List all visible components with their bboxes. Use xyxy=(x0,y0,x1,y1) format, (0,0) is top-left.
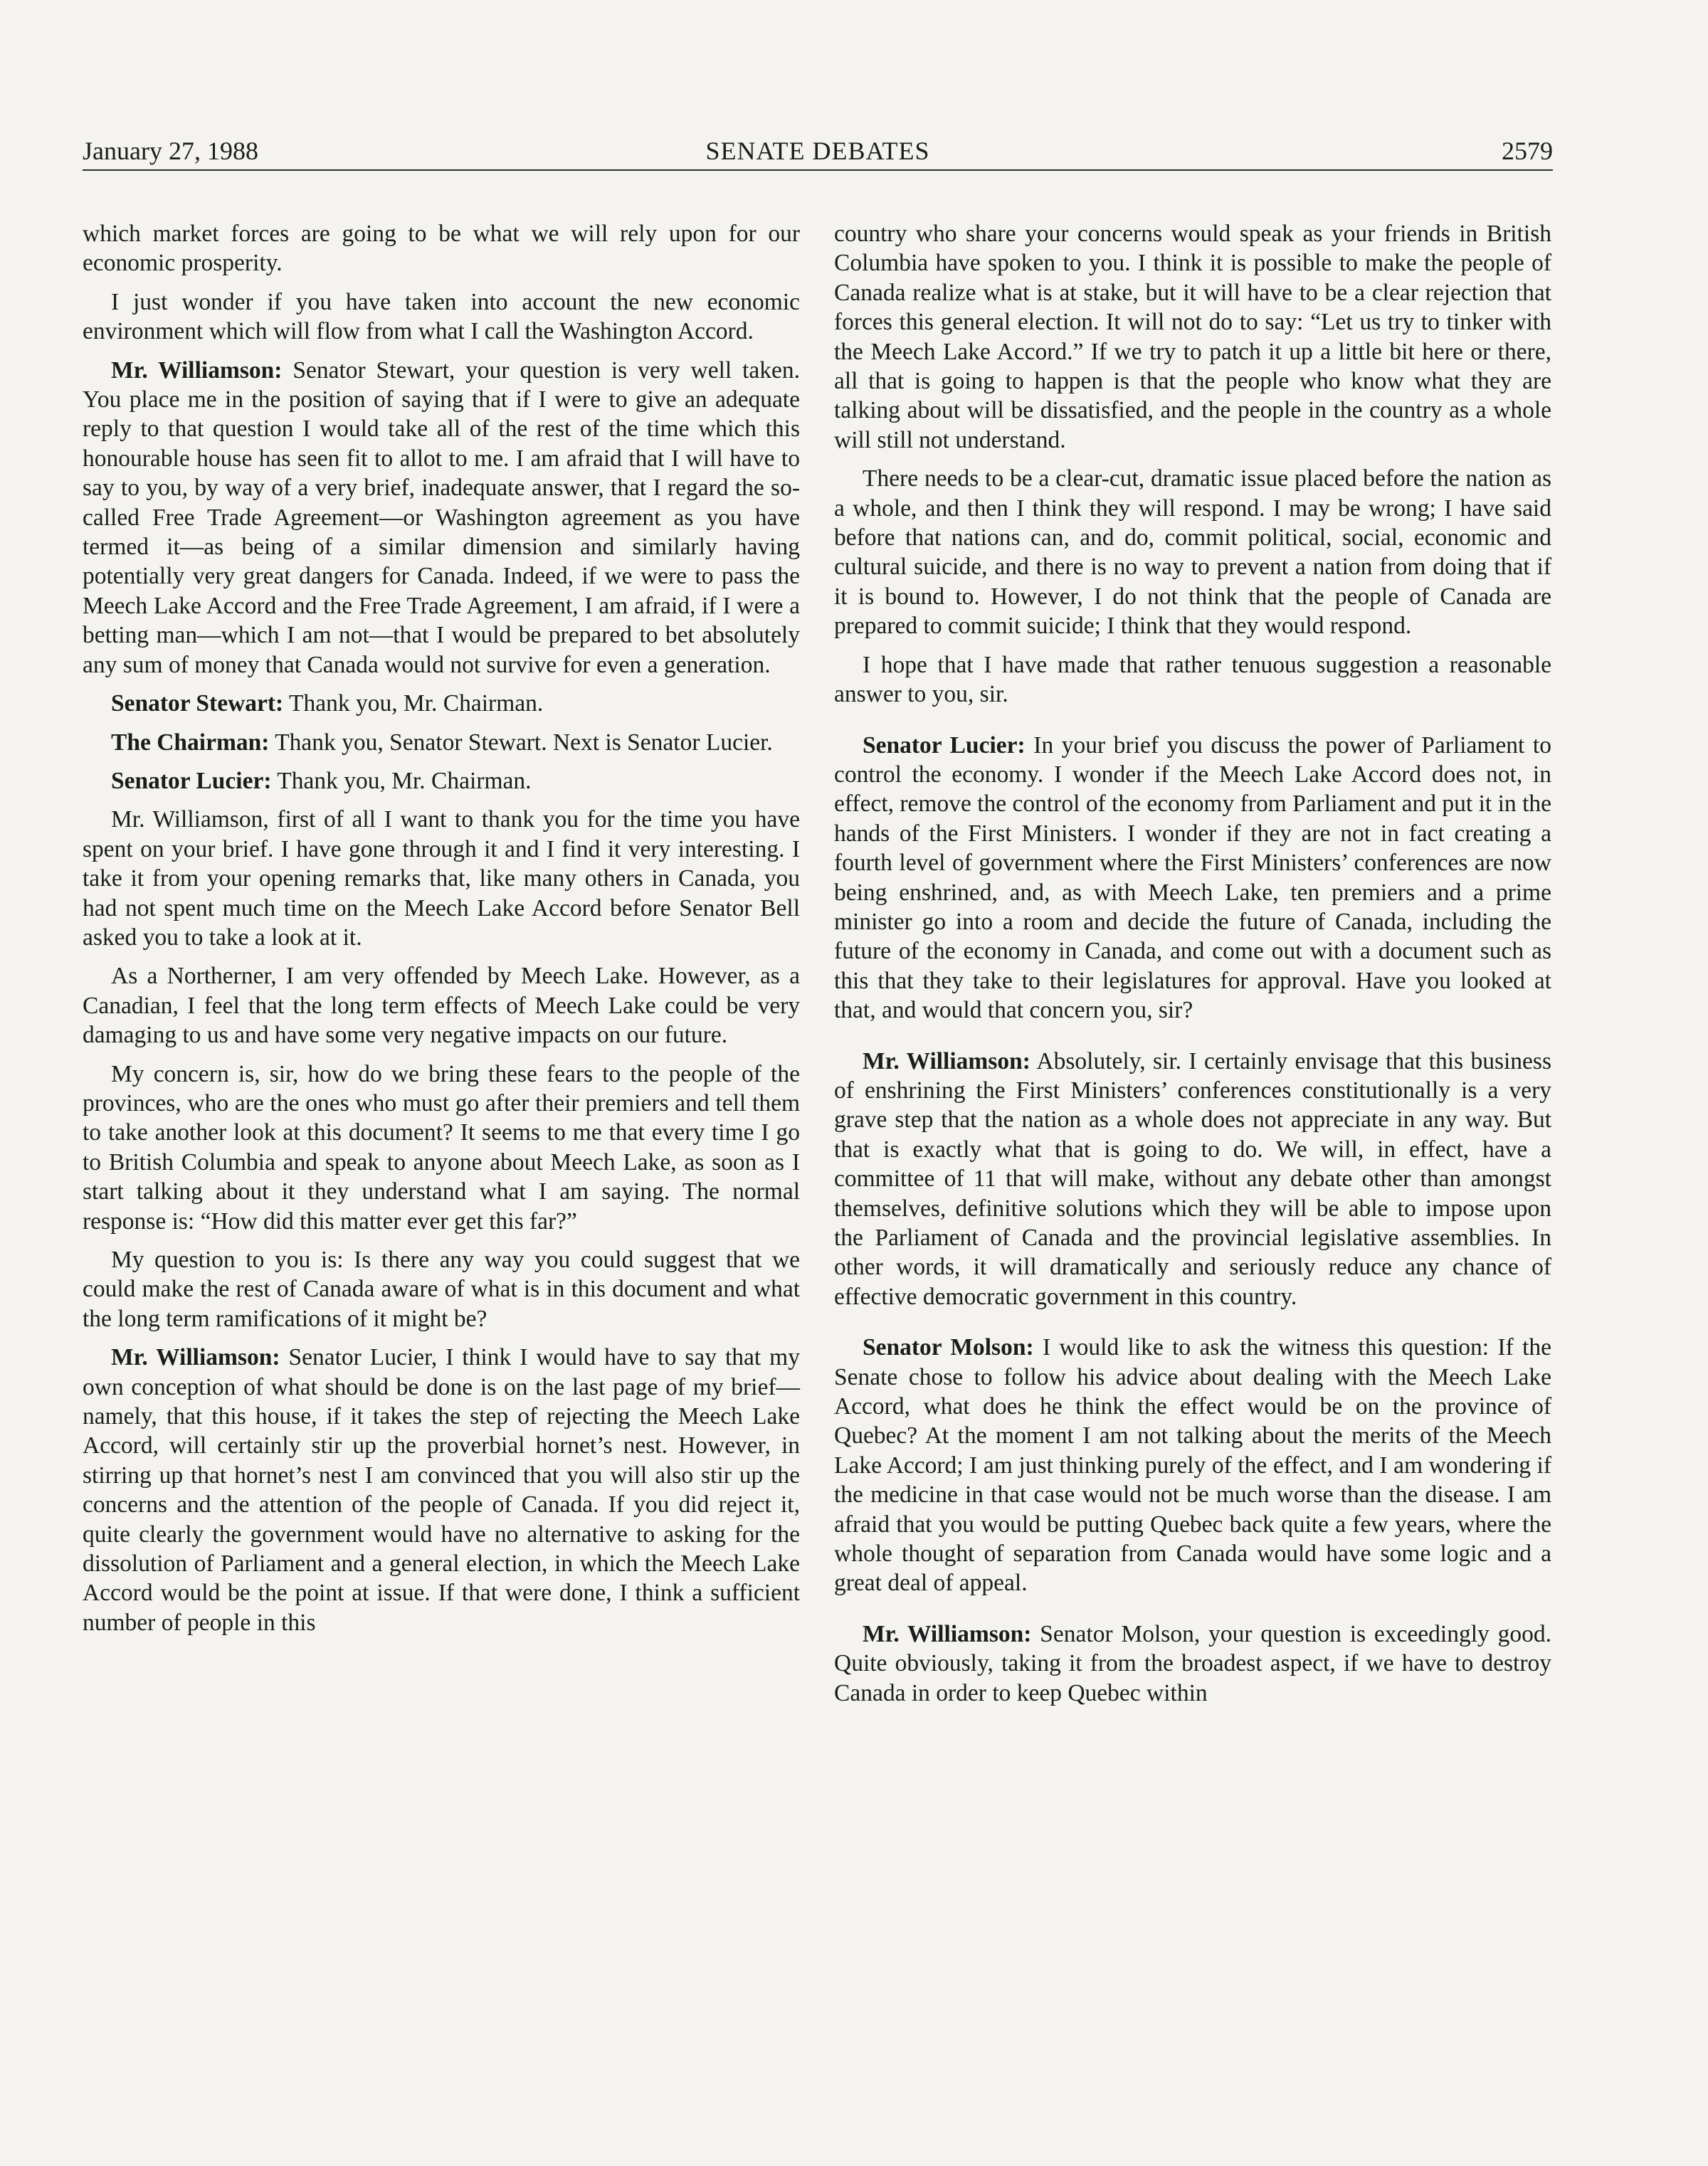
paragraph: Senator Lucier: In your brief you discuss the power of Parliament to control the economy. I wonder if the Meech Lake Accord does not, in effect, remove the control of the economy from Parliament and put it in the hands of the First Ministers. I wonder if they are not in fact creating a fourth level of government where the First Ministers’ conferences are now being enshrined, and, as with Meech Lake, ten premiers and a prime minister go into a room and decide the future of Canada, including the future of the economy in Canada, and come out with a document such as this that they take to their legislatures for approval. Have you looked at that, and would that concern you, sir? xyxy=(834,731,1551,1024)
speaker-name: The Chairman: xyxy=(111,729,270,756)
speaker-name: Mr. Williamson: xyxy=(863,1620,1032,1647)
paragraph: Senator Lucier: Thank you, Mr. Chairman. xyxy=(111,767,532,794)
paragraph: Mr. Williamson, first of all I want to thank you for the time you have spent on your brief. I have gone through it and I find it very interesting. I take it from your opening remarks that, like many others in Canada, you had not spent much time on the Meech Lake Accord before Senator Bell asked you to take a look at it. xyxy=(83,806,800,951)
speaker-name: Mr. Williamson: xyxy=(111,1344,280,1371)
paragraph: Mr. Williamson: Senator Molson, your question is exceedingly good. Quite obviously, taking it from the broadest aspect, if we have to destroy Canada in order to keep Quebec within xyxy=(834,1620,1551,1706)
paragraph: Mr. Williamson: Absolutely, sir. I certainly envisage that this business of enshrining the First Ministers’ conferences constitutionally is a very grave step that the nation as a whole does not appreciate in any way. But that is exactly what that is going to do. We will, in effect, have a committee of 11 that will make, without any debate other than amongst themselves, definitive solutions which they will be able to impose upon the Parliament of Canada and the provincial legislative assemblies. In other words, it will dramatically and seriously reduce any chance of effective democratic government in this country. xyxy=(834,1047,1551,1310)
speaker-name: Mr. Williamson: xyxy=(111,356,283,384)
paragraph: There needs to be a clear-cut, dramatic issue placed before the nation as a whole, and then I think they will respond. I may be wrong; I have said before that nations can, and do, commit political, social, economic and cultural suicide, and there is no way to prevent a nation from doing that if it is bound to. However, I do not think that the people of Canada are prepared to commit suicide; I think that they would respond. xyxy=(834,465,1551,640)
paragraph: which market forces are going to be what we will rely upon for our economic prosperity. xyxy=(83,221,800,277)
paragraph: Senator Molson: I would like to ask the witness this question: If the Senate chose to follow his advice about dealing with the Meech Lake Accord, what does he think the effect would be on the province of Quebec? At the moment I am not talking about the merits of the Meech Lake Accord; I am just thinking purely of the effect, and I am wondering if the medicine in that case would not be much worse than the disease. I am afraid that you would be putting Quebec back quite a few years, where the whole thought of separation from Canada would have some logic and a great deal of appeal. xyxy=(834,1334,1551,1597)
speaker-name: Senator Stewart: xyxy=(111,690,284,717)
paragraph: The Chairman: Thank you, Senator Stewart. Next is Senator Lucier. xyxy=(111,729,773,756)
speaker-name: Mr. Williamson: xyxy=(863,1047,1030,1074)
paragraph: Senator Stewart: Thank you, Mr. Chairman. xyxy=(111,690,544,717)
paragraph: Mr. Williamson: Senator Lucier, I think I would have to say that my own conception of what should be done is on the last page of my brief—namely, that this house, if it takes the step of rejecting the Meech Lake Accord, will certainly stir up the proverbial hornet’s nest. However, in stirring up that hornet’s nest I am convinced that you will also stir up the concerns and the attention of the people of Canada. If you did reject it, quite clearly the government would have no alternative to asking for the dissolution of Parliament and a general election, in which the Meech Lake Accord would be the point at issue. If that were done, I think a sufficient number of people in this xyxy=(83,1344,800,1636)
paragraph: My question to you is: Is there any way you could suggest that we could make the rest of Canada aware of what is in this document and what the long term ramifications of it might be? xyxy=(83,1247,800,1332)
paragraph: As a Northerner, I am very offended by Meech Lake. However, as a Canadian, I feel that the long term effects of Meech Lake could be very damaging to us and have some very negative impacts on our future. xyxy=(83,963,800,1049)
paragraph: My concern is, sir, how do we bring these fears to the people of the provinces, who are the ones who must go after their premiers and tell them to take another look at this document? It seems to me that every time I go to British Columbia and speak to anyone about Meech Lake, as soon as I start talking about it they understand what I am saying. The normal response is: “How did this matter ever get this far?” xyxy=(83,1060,800,1235)
paragraph: Mr. Williamson: Senator Stewart, your question is very well taken. You place me in the position of saying that if I were to give an adequate reply to that question I would take all of the rest of the time which this honourable house has seen fit to allot to me. I am afraid that I will have to say to you, by way of a very brief, inadequate answer, that I regard the so-called Free Trade Agreement—or Washington agreement as you have termed it—as being of a similar dimension and similarly having potentially very great dangers for Canada. Indeed, if we were to pass the Meech Lake Accord and the Free Trade Agreement, I am afraid, if I were a betting man—which I am not—that I would be prepared to bet absolutely any sum of money that Canada would not survive for even a generation. xyxy=(83,356,800,678)
paragraph: country who share your concerns would speak as your friends in British Columbia have spoken to you. I think it is possible to make the people of Canada realize what is at stake, but it will have to be a clear rejection that forces this general election. It will not do to say: “Let us try to tinker with the Meech Lake Accord.” If we try to patch it up a little bit here or there, all that is going to happen is that the people who know what they are talking about will be dissatisfied, and the people in the country as a whole will still not understand. xyxy=(834,221,1551,453)
header-title: SENATE DEBATES xyxy=(705,137,930,165)
left-column xyxy=(83,219,800,1647)
right-column xyxy=(834,219,1551,1717)
speaker-name: Senator Molson: xyxy=(863,1334,1034,1361)
page-number: 2579 xyxy=(1502,137,1553,165)
paragraph: I hope that I have made that rather tenuous suggestion a reasonable answer to you, sir. xyxy=(834,651,1551,708)
speaker-name: Senator Lucier: xyxy=(111,767,272,794)
running-header xyxy=(83,132,1553,169)
speaker-name: Senator Lucier: xyxy=(863,731,1026,759)
header-date: January 27, 1988 xyxy=(83,137,258,165)
paragraph: I just wonder if you have taken into account the new economic environment which will flow from what I call the Washington Accord. xyxy=(83,288,800,345)
header-rule xyxy=(83,169,1553,171)
